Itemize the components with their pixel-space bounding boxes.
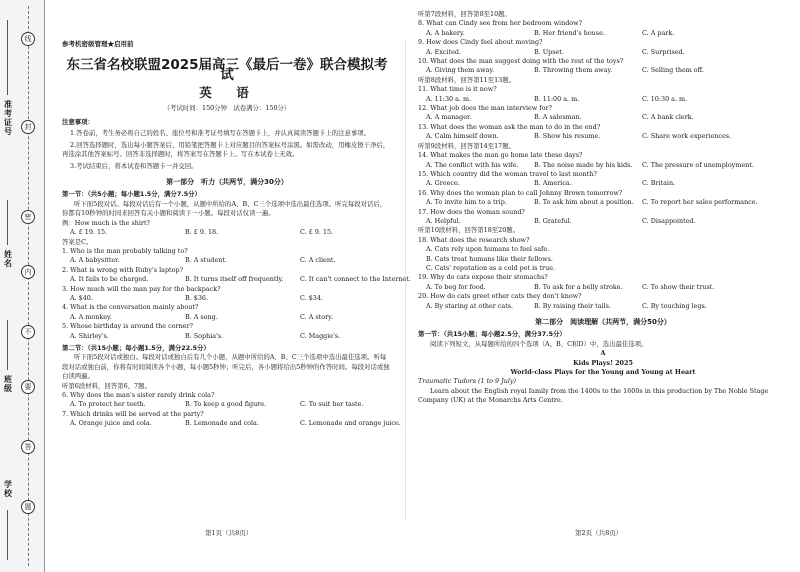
option: A. £ 19. 15. [70, 228, 108, 237]
option: A. A babysitter. [70, 256, 120, 265]
school-label: 学校 [4, 479, 12, 498]
option: B. Grateful. [534, 216, 572, 225]
confidential-mark: 参考机密级管理★启用前 [62, 40, 134, 48]
section-1-title: 第一节：（共5小题；每小题1.5分，满分7.5分） [62, 190, 201, 199]
option: C. $34. [300, 293, 323, 302]
option: C. Share work experiences. [642, 132, 732, 141]
notes-heading: 注意事项： [62, 118, 94, 127]
question: 14. What makes the man go home late these days? [418, 151, 583, 160]
part-1-title: 第一部分 听力（共两节，满分30分） [166, 178, 288, 187]
option: A. Cats rely upon humans to feel safe. [426, 245, 550, 254]
option: C. By touching legs. [642, 301, 707, 310]
question: 10. What does the man suggest doing with the rest of the toys? [418, 57, 624, 66]
option: B. A song. [185, 312, 218, 321]
option: B. A salesman. [534, 113, 582, 122]
option: A. Excited. [426, 47, 462, 56]
material-cue: 听第6段材料，回答第6、7题。 [62, 381, 151, 390]
option: C. To show their trust. [642, 282, 715, 291]
options-row [62, 332, 392, 341]
margin-circle: 答 [21, 440, 35, 454]
section-2-instructions: 听下面5段对话或独白。每段对话或独白后有几个小题，从题中所给的A、B、C三个选项中选出最佳选项。听每段对话或独白前，你将有时间阅读各个小题，每小题5秒钟；听完后，各小题将给出5秒钟的作答时间。每段对话或独白读两遍。 [62, 353, 390, 381]
options-row [418, 132, 788, 141]
options-row [418, 48, 788, 57]
options-row [418, 161, 788, 170]
question: 11. What time is it now? [418, 85, 497, 94]
options-row [62, 256, 392, 265]
page-number: 第2页（共8页） [575, 529, 623, 537]
option: C. 10:30 a. m. [642, 94, 688, 103]
options-row [62, 294, 392, 303]
options-row [62, 275, 411, 284]
exam-number-field[interactable] [7, 20, 8, 95]
option: C. A park. [642, 28, 675, 37]
question: 9. How does Cindy feel about moving? [418, 38, 543, 47]
option: C. It can't connect to the Internet. [300, 275, 411, 284]
question: 2. What is wrong with Ruby's laptop? [62, 265, 183, 274]
passage-title: Kids Plays! 2025 [573, 358, 633, 367]
option: B. By raising their tails. [534, 301, 611, 310]
option: A. Greece. [426, 179, 460, 188]
page-2 [418, 10, 788, 406]
option: A. It fails to be charged. [70, 275, 149, 284]
material-cue: 听第7段材料，回答第8至10题。 [418, 10, 511, 18]
name-field[interactable] [7, 200, 8, 245]
school-field[interactable] [7, 510, 8, 560]
option: A. To beg for food. [426, 282, 486, 291]
option: C. Disappointed. [642, 216, 696, 225]
section-1-instructions: 阅读下列短文，从每题所给的四个选项（A、B、C和D）中，选出最佳选项。 [430, 339, 648, 348]
margin-circle: 内 [21, 265, 35, 279]
option: A. A bakery. [426, 28, 465, 37]
subject-title: 英 语 [199, 85, 255, 101]
option: A. A manager. [426, 113, 472, 122]
example-options [62, 228, 392, 237]
option: A. 11:30 a. m. [426, 94, 472, 103]
question: 12. What job does the man interview for? [418, 104, 552, 113]
options-row [418, 198, 788, 207]
binding-margin [0, 0, 45, 572]
question: 19. Why do cats expose their stomachs? [418, 273, 548, 282]
question: 17. How does the woman sound? [418, 207, 525, 216]
option: A. The conflict with his wife. [426, 160, 519, 169]
option: B. 11:00 a. m. [534, 94, 580, 103]
option: B. It turns itself off frequently. [185, 275, 284, 284]
margin-circle: 要 [21, 380, 35, 394]
option: A. Orange juice and cola. [70, 419, 152, 428]
options-row [62, 419, 401, 428]
question: 13. What does the woman ask the man to do in the end? [418, 122, 601, 131]
options-row [418, 113, 788, 122]
part-2-title: 第二部分 阅读理解（共两节，满分50分） [535, 318, 671, 326]
question: 15. Which country did the woman travel to last month? [418, 169, 597, 178]
option: B. Lemonade and cola. [185, 419, 259, 428]
option: C. Lemonade and orange juice. [300, 419, 401, 428]
options-row [418, 283, 788, 292]
options-row [418, 217, 788, 226]
option: B. Her friend's house. [534, 28, 605, 37]
section-1-instructions: 听下面5段对话。每段对话后有一个小题，从题中所给的A、B、C三个选项中选出最佳选项。听完每段对话后，你都有10秒钟的时间来回答有关小题和阅读下一小题。每段对话仅读一遍。 [62, 199, 387, 218]
class-field[interactable] [7, 320, 8, 370]
option: B. The noise made by his kids. [534, 160, 633, 169]
option: A. Giving them away. [426, 66, 495, 75]
option: B. Throwing them away. [534, 66, 613, 75]
option: B. To keep a good figure. [185, 400, 267, 409]
passage-text: Learn about the English royal family from the 1400s to the 1600s in this production by The Noble Stage Company (UK) at the Monarchs Arts Centre. [418, 386, 769, 405]
option: B. Cats treat humans like their fellows. [426, 254, 553, 263]
question: 1. Who is the man probably talking to? [62, 246, 188, 255]
question-list [62, 391, 401, 429]
option: C. Cats' reputation as a cold pet is true. [426, 263, 556, 272]
option: C. Surprised. [642, 47, 685, 56]
material-cue: 听第9段材料，回答第14至17题。 [418, 141, 516, 150]
margin-circle: 密 [21, 210, 35, 224]
option: A. $40. [70, 293, 93, 302]
passage-letter: A [600, 349, 606, 358]
option: B. A student. [185, 256, 227, 265]
question: 18. What does the research show? [418, 235, 530, 244]
page-1 [62, 10, 411, 429]
option: C. Maggie's. [300, 331, 341, 340]
margin-circle: 封 [21, 120, 35, 134]
question: 3. How much will the man pay for the backpack? [62, 284, 221, 293]
option: B. To ask for a belly stroke. [534, 282, 623, 291]
question-list [62, 246, 411, 341]
margin-circle: 线 [21, 32, 35, 46]
option: B. America. [534, 179, 572, 188]
example-answer: 答案是C。 [62, 237, 93, 246]
question-list [418, 85, 788, 141]
margin-circle: 不 [21, 325, 35, 339]
section-2-title: 第二节：（共15小题；每小题1.5分，满分22.5分） [62, 343, 210, 352]
option: B. Upset. [534, 47, 564, 56]
example-question: 例：How much is the shirt? [62, 218, 150, 227]
question: 7. Which drinks will be served at the party? [62, 409, 204, 418]
options-row [418, 29, 788, 38]
option: C. £ 9. 15. [300, 228, 334, 237]
question: 4. What is the conversation mainly about? [62, 303, 199, 312]
name-label: 姓名 [4, 249, 12, 268]
option: A. To protect her teeth. [70, 400, 146, 409]
play-name: Traumatic Tudors (1 to 9 July) [418, 377, 516, 386]
section-1-title: 第一节：（共15小题；每小题2.5分，满分37.5分） [418, 330, 566, 339]
note-item: 2.回答选择题时，选出每小题答案后，用铅笔把答题卡上对应题目的答案标号涂黑。如需改动，用橡皮擦干净后，再选涂其他答案标号。回答非选择题时，将答案写在答题卡上。写在本试卷上无效。 [62, 140, 390, 159]
options-row [418, 179, 788, 188]
option: C. The pressure of unemployment. [642, 160, 754, 169]
option: B. To ask him about a position. [534, 198, 634, 207]
option: C. A client. [300, 256, 336, 265]
question: 16. Why does the woman plan to call Johnny Brown tomorrow? [418, 188, 623, 197]
question-list [418, 273, 788, 311]
option: A. Shirley's. [70, 331, 109, 340]
options-row [62, 313, 392, 322]
material-cue: 听第8段材料，回答第11至13题。 [418, 75, 516, 84]
options-row [418, 66, 788, 75]
option: C. A story. [300, 312, 333, 321]
question: 8. What can Cindy see from her bedroom window? [418, 19, 583, 28]
option: A. By staring at other cats. [426, 301, 514, 310]
option: C. A bank clerk. [642, 113, 694, 122]
question: 20. How do cats greet other cats they don't know? [418, 292, 582, 301]
option: B. £ 9. 18. [185, 228, 219, 237]
option: C. To suit her taste. [300, 400, 364, 409]
option: B. $36. [185, 293, 208, 302]
question: 5. Whose birthday is around the corner? [62, 322, 193, 331]
option: A. A monkey. [70, 312, 112, 321]
class-label: 班级 [4, 374, 12, 393]
option: A. Helpful. [426, 216, 461, 225]
option: A. To invite him to a trip. [426, 198, 507, 207]
material-cue: 听第10段材料，回答第18至20题。 [418, 226, 520, 235]
margin-circle: 题 [21, 500, 35, 514]
option: B. Sophia's. [185, 331, 224, 340]
note-item: 3.考试结束后，将本试卷和答题卡一并交回。 [70, 161, 198, 170]
options-row [418, 95, 788, 104]
page-number: 第1页（共8页） [205, 529, 253, 537]
note-item: 1.答卷前，考生务必将自己的姓名、座位号和准考证号填写在答题卡上，并认真阅读答题卡上的注意事项。 [70, 129, 371, 138]
options-row [62, 400, 392, 409]
exam-number-label: 准考证号 [4, 99, 12, 136]
exam-title: 东三省名校联盟2025届高三《最后一卷》联合模拟考试 [66, 57, 388, 83]
passage-subtitle: World-class Plays for the Young and Young at Heart [510, 368, 696, 377]
option: C. Britain. [642, 179, 676, 188]
question-list [418, 151, 788, 226]
question-list [418, 19, 788, 75]
exam-time: （考试时间：150分钟 试卷满分：150分） [163, 103, 291, 112]
option: B. Show his resume. [534, 132, 601, 141]
option: A. Calm himself down. [426, 132, 499, 141]
option: C. To report her sales performance. [642, 198, 758, 207]
cut-line [28, 6, 29, 566]
option: C. Selling them off. [642, 66, 705, 75]
options-row [418, 302, 788, 311]
question: 6. Why does the man's sister rarely drink cola? [62, 391, 215, 399]
